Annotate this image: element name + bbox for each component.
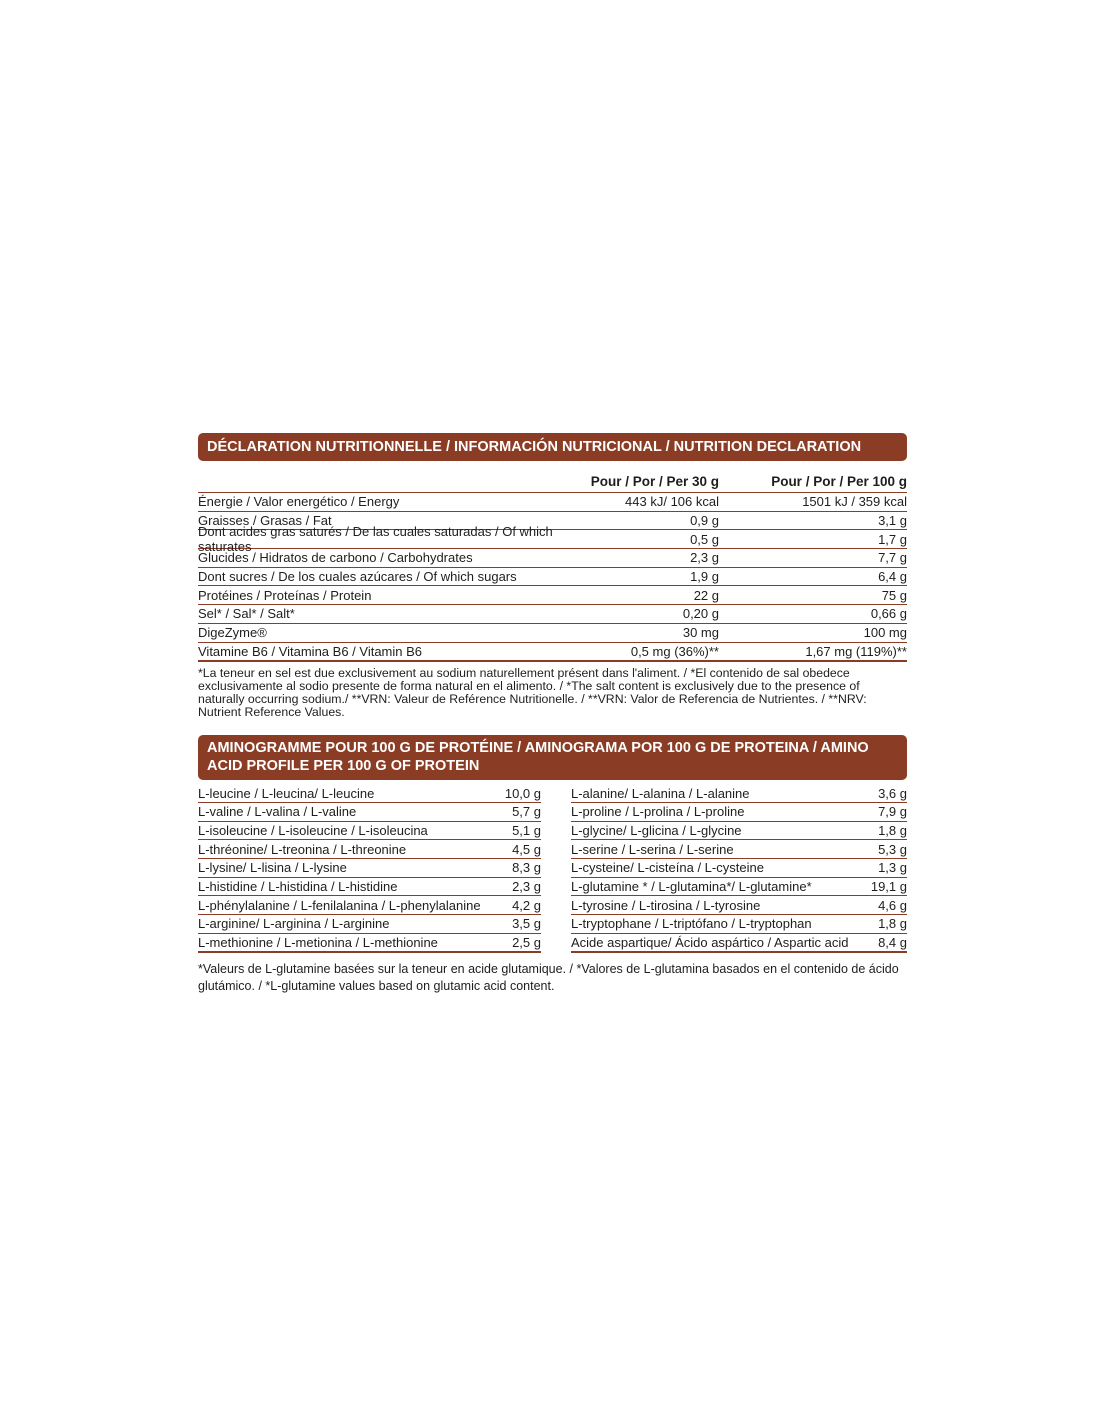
table-row xyxy=(198,493,907,512)
table-row xyxy=(198,624,907,643)
value-30g: 22 g xyxy=(693,587,719,603)
amino-value: 8,3 g xyxy=(512,860,541,876)
amino-name: L-valine / L-valina / L-valine xyxy=(198,804,357,820)
amino-name: L-methionine / L-metionina / L-methionine xyxy=(198,935,438,951)
nutrient-name: Protéines / Proteínas / Protein xyxy=(198,587,372,603)
amino-name: L-serine / L-serina / L-serine xyxy=(571,841,734,857)
table-row xyxy=(571,878,907,897)
amino-name: Acide aspartique/ Ácido aspártico / Aspartic acid xyxy=(571,935,849,951)
nutrition-table xyxy=(198,493,907,662)
table-row xyxy=(571,859,907,878)
value-100g: 75 g xyxy=(881,587,907,603)
amino-value: 2,3 g xyxy=(512,878,541,894)
value-30g: 0,20 g xyxy=(682,606,719,622)
value-30g: 0,9 g xyxy=(690,513,719,529)
amino-value: 7,9 g xyxy=(878,804,907,820)
per-30g-header: Pour / Por / Per 30 g xyxy=(590,474,719,489)
amino-name: L-tyrosine / L-tirosina / L-tyrosine xyxy=(571,897,761,913)
table-row xyxy=(198,803,541,822)
table-row xyxy=(198,915,541,934)
amino-table xyxy=(198,784,907,953)
value-100g: 1501 kJ / 359 kcal xyxy=(802,494,907,510)
nutrient-name: Sel* / Sal* / Salt* xyxy=(198,606,295,622)
amino-value: 5,3 g xyxy=(878,841,907,857)
amino-name: L-histidine / L-histidina / L-histidine xyxy=(198,878,398,894)
amino-name: L-phénylalanine / L-fenilalanina / L-phenylalanine xyxy=(198,897,481,913)
amino-value: 3,6 g xyxy=(878,785,907,801)
amino-name: L-arginine/ L-arginina / L-arginine xyxy=(198,916,390,932)
value-30g: 0,5 g xyxy=(690,531,719,547)
table-row xyxy=(198,934,541,954)
nutrition-footnote: *La teneur en sel est due exclusivement au sodium naturellement présent dans l'aliment. / *El contenido de sal obedece exclusivamente al sodio presente de forma natural en el alimento. / *The salt content is exclusively due to the presence of naturally occurring sodium./ **VRN: Valeur de Reférence Nutritionelle. / **VRN: Valor de Referencia de Nutrientes. / **NRV: Nutrient Reference Values. xyxy=(198,666,867,720)
amino-value: 1,8 g xyxy=(878,822,907,838)
amino-name: L-cysteine/ L-cisteína / L-cysteine xyxy=(571,860,764,876)
table-row xyxy=(571,840,907,859)
table-row xyxy=(198,822,541,841)
value-30g: 30 mg xyxy=(682,625,719,641)
amino-name: L-glycine/ L-glicina / L-glycine xyxy=(571,822,742,838)
table-row xyxy=(571,822,907,841)
value-100g: 6,4 g xyxy=(878,569,907,585)
amino-title: AMINOGRAMME POUR 100 G DE PROTÉINE / AMINOGRAMA POR 100 G DE PROTEINA / AMINO ACID PROFILE PER 100 G OF PROTEIN xyxy=(198,735,907,780)
amino-value: 4,5 g xyxy=(512,841,541,857)
amino-name: L-proline / L-prolina / L-proline xyxy=(571,804,745,820)
amino-value: 5,7 g xyxy=(512,804,541,820)
table-row xyxy=(198,896,541,915)
amino-name: L-glutamine * / L-glutamina*/ L-glutamine* xyxy=(571,878,812,894)
amino-column-right xyxy=(571,784,907,953)
nutrition-title: DÉCLARATION NUTRITIONNELLE / INFORMACIÓN NUTRICIONAL / NUTRITION DECLARATION xyxy=(198,433,907,461)
value-30g: 443 kJ/ 106 kcal xyxy=(625,494,719,510)
nutrient-name: DigeZyme® xyxy=(198,625,267,641)
table-row xyxy=(198,605,907,624)
amino-name: L-isoleucine / L-isoleucine / L-isoleucina xyxy=(198,822,428,838)
per-100g-header: Pour / Por / Per 100 g xyxy=(771,474,907,489)
nutrient-name: Dont sucres / De los cuales azúcares / Of which sugars xyxy=(198,569,517,585)
amino-value: 1,3 g xyxy=(878,860,907,876)
table-row xyxy=(198,840,541,859)
table-row xyxy=(198,549,907,568)
value-100g: 1,7 g xyxy=(878,531,907,547)
table-row xyxy=(571,896,907,915)
amino-value: 4,6 g xyxy=(878,897,907,913)
value-100g: 7,7 g xyxy=(878,550,907,566)
table-row xyxy=(198,784,541,803)
table-row xyxy=(198,568,907,587)
table-row xyxy=(198,859,541,878)
table-row xyxy=(198,878,541,897)
amino-value: 10,0 g xyxy=(504,785,541,801)
amino-value: 4,2 g xyxy=(512,897,541,913)
amino-name: L-lysine/ L-lisina / L-lysine xyxy=(198,860,347,876)
amino-footnote: *Valeurs de L-glutamine basées sur la teneur en acide glutamique. / *Valores de L-glutamina basados en el contenido de ácido glutámico. / *L-glutamine values based on glutamic acid content. xyxy=(198,962,899,994)
amino-column-left xyxy=(198,784,541,953)
value-30g: 1,9 g xyxy=(690,569,719,585)
nutrition-header xyxy=(198,465,907,493)
value-100g: 3,1 g xyxy=(878,513,907,529)
table-row xyxy=(571,803,907,822)
nutrient-name: Vitamine B6 / Vitamina B6 / Vitamin B6 xyxy=(198,643,423,659)
table-row xyxy=(571,934,907,954)
value-30g: 2,3 g xyxy=(690,550,719,566)
nutrient-name: Dont acides gras saturés / De las cuales saturadas / Of which saturates xyxy=(198,524,553,555)
value-30g: 0,5 mg (36%)** xyxy=(630,643,719,659)
amino-value: 5,1 g xyxy=(512,822,541,838)
table-row xyxy=(571,784,907,803)
table-row xyxy=(571,915,907,934)
value-100g: 100 mg xyxy=(863,625,907,641)
label-panel xyxy=(198,433,907,995)
nutrient-name: Énergie / Valor energético / Energy xyxy=(198,494,400,510)
amino-value: 1,8 g xyxy=(878,916,907,932)
table-row xyxy=(198,524,907,555)
amino-value: 2,5 g xyxy=(512,935,541,951)
amino-value: 8,4 g xyxy=(878,935,907,951)
amino-name: L-alanine/ L-alanina / L-alanine xyxy=(571,785,750,801)
table-row xyxy=(198,643,907,663)
nutrient-name: Glucides / Hidratos de carbono / Carbohydrates xyxy=(198,550,473,566)
amino-name: L-thréonine/ L-treonina / L-threonine xyxy=(198,841,407,857)
amino-name: L-tryptophane / L-triptófano / L-tryptophan xyxy=(571,916,812,932)
nutrient-name: Graisses / Grasas / Fat xyxy=(198,513,332,529)
value-100g: 0,66 g xyxy=(870,606,907,622)
amino-name: L-leucine / L-leucina/ L-leucine xyxy=(198,785,375,801)
amino-value: 3,5 g xyxy=(512,916,541,932)
table-row xyxy=(198,586,907,605)
amino-value: 19,1 g xyxy=(870,878,907,894)
value-100g: 1,67 mg (119%)** xyxy=(805,643,907,659)
